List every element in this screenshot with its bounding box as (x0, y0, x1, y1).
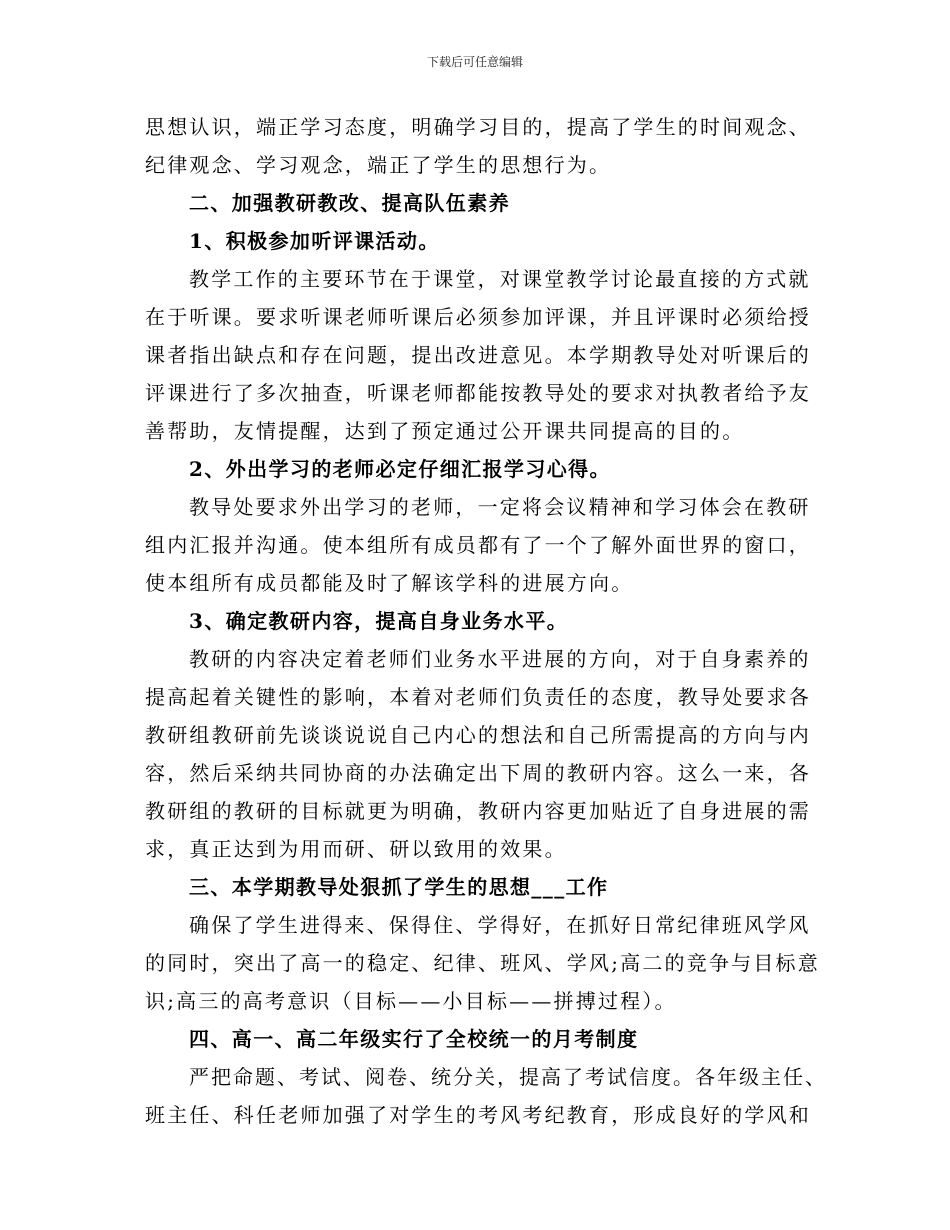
paragraph-line: 容，然后采纳共同协商的办法确定出下周的教研内容。这么一来，各 (145, 761, 811, 785)
paragraph-line: 组内汇报并沟通。使本组所有成员都有了一个了解外面世界的窗口， (145, 533, 811, 557)
paragraph-line: 识;高三的高考意识（目标——小目标——拼搏过程）。 (145, 989, 677, 1013)
document-body (145, 108, 830, 1134)
paragraph-line: 教研的内容决定着老师们业务水平进展的方向，对于自身素养的 (189, 647, 811, 671)
section-heading: 四、高一、高二年级实行了全校统一的月考制度 (189, 1027, 639, 1051)
paragraph-line: 提高起着关键性的影响，本着对老师们负责任的态度，教导处要求各 (145, 685, 811, 709)
paragraph-line: 教研组的教研的目标就更为明确，教研内容更加贴近了自身进展的需 (145, 799, 811, 823)
paragraph-line: 班主任、科任老师加强了对学生的考风考纪教育，形成良好的学风和 (145, 1103, 811, 1127)
paragraph-line: 教学工作的主要环节在于课堂，对课堂教学讨论最直接的方式就 (189, 267, 811, 291)
paragraph-line: 严把命题、考试、阅卷、统分关，提高了考试信度。各年级主任、 (189, 1065, 827, 1089)
paragraph-line: 思想认识，端正学习态度，明确学习目的，提高了学生的时间观念、 (145, 115, 811, 139)
paragraph-line: 的同时，突出了高一的稳定、纪律、班风、学风;高二的竞争与目标意 (145, 951, 820, 975)
paragraph-line: 课者指出缺点和存在问题，提出改进意见。本学期教导处对听课后的 (145, 343, 811, 367)
paragraph-line: 评课进行了多次抽查，听课老师都能按教导处的要求对执教者给予友 (145, 381, 811, 405)
subsection-heading: 3、确定教研内容，提高自身业务水平。 (189, 609, 569, 633)
paragraph-line: 教研组教研前先谈谈说说自己内心的想法和自己所需提高的方向与内 (145, 723, 811, 747)
section-heading: 二、加强教研教改、提高队伍素养 (189, 191, 510, 215)
subsection-heading: 2、外出学习的老师必定仔细汇报学习心得。 (189, 457, 611, 481)
paragraph-line: 在于听课。要求听课老师听课后必须参加评课，并且评课时必须给授 (145, 305, 811, 329)
subsection-heading: 1、积极参加听评课活动。 (189, 229, 440, 253)
paragraph-line: 使本组所有成员都能及时了解该学科的进展方向。 (145, 571, 634, 595)
paragraph-line: 纪律观念、学习观念，端正了学生的思想行为。 (145, 153, 612, 177)
paragraph-line: 求，真正达到为用而研、研以致用的效果。 (145, 837, 567, 861)
section-heading: 三、本学期教导处狠抓了学生的思想___工作 (189, 875, 609, 899)
paragraph-line: 教导处要求外出学习的老师，一定将会议精神和学习体会在教研 (189, 495, 811, 519)
page-header: 下载后可任意编辑 (426, 55, 523, 69)
paragraph-line: 善帮助，友情提醒，达到了预定通过公开课共同提高的目的。 (145, 419, 745, 443)
paragraph-line: 确保了学生进得来、保得住、学得好，在抓好日常纪律班风学风 (189, 913, 811, 937)
